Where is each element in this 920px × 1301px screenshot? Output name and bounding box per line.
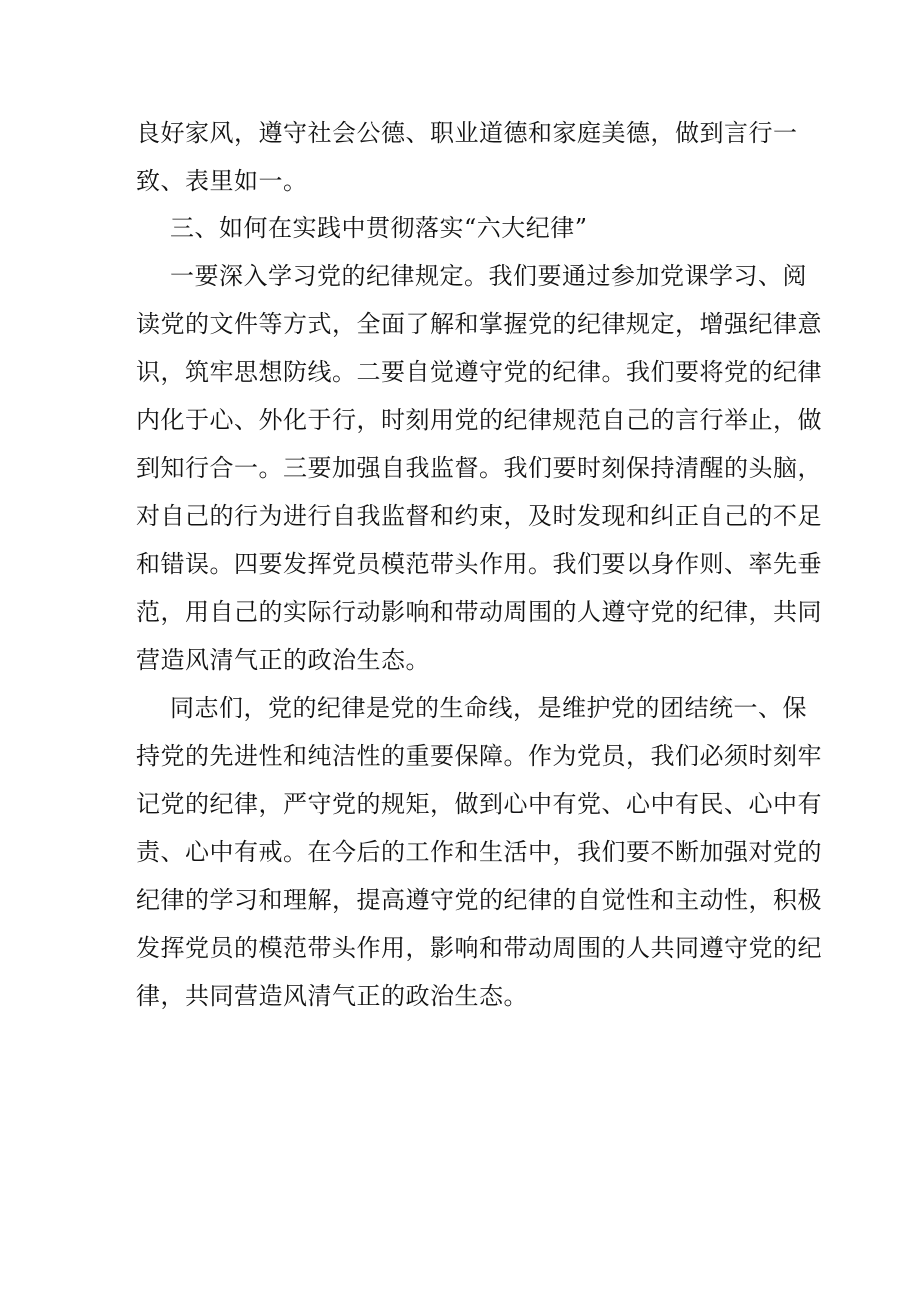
paragraph-line: 营造风清气正的政治生态。: [136, 646, 430, 674]
paragraph-line: 内化于心、外化于行，时刻用党的纪律规范自己的言行举止，做: [136, 406, 822, 434]
paragraph-line: 对自己的行为进行自我监督和约束，及时发现和纠正自己的不足: [136, 502, 822, 530]
paragraph-line: 识，筑牢思想防线。二要自觉遵守党的纪律。我们要将党的纪律: [136, 358, 822, 386]
paragraph-line: 到知行合一。三要加强自我监督。我们要时刻保持清醒的头脑，: [136, 454, 822, 482]
paragraph-line: 持党的先进性和纯洁性的重要保障。作为党员，我们必须时刻牢: [136, 742, 822, 770]
paragraph-line: 致、表里如一。: [136, 167, 308, 195]
paragraph-line: 责、心中有戒。在今后的工作和生活中，我们要不断加强对党的: [136, 838, 822, 866]
paragraph-line: 良好家风，遵守社会公德、职业道德和家庭美德，做到言行一: [136, 119, 798, 147]
paragraph-line: 律，共同营造风清气正的政治生态。: [136, 982, 528, 1010]
paragraph-line: 发挥党员的模范带头作用，影响和带动周围的人共同遵守党的纪: [136, 934, 822, 962]
paragraph-line: 一要深入学习党的纪律规定。我们要通过参加党课学习、阅: [170, 262, 807, 290]
paragraph-line: 和错误。四要发挥党员模范带头作用。我们要以身作则、率先垂: [136, 550, 822, 578]
section-heading: 三、如何在实践中贯彻落实“六大纪律”: [170, 214, 588, 242]
paragraph-line: 范，用自己的实际行动影响和带动周围的人遵守党的纪律，共同: [136, 598, 822, 626]
paragraph-line: 同志们，党的纪律是党的生命线，是维护党的团结统一、保: [170, 694, 807, 722]
paragraph-line: 读党的文件等方式，全面了解和掌握党的纪律规定，增强纪律意: [136, 310, 822, 338]
paragraph-line: 记党的纪律，严守党的规矩，做到心中有党、心中有民、心中有: [136, 790, 822, 818]
paragraph-line: 纪律的学习和理解，提高遵守党的纪律的自觉性和主动性，积极: [136, 886, 822, 914]
